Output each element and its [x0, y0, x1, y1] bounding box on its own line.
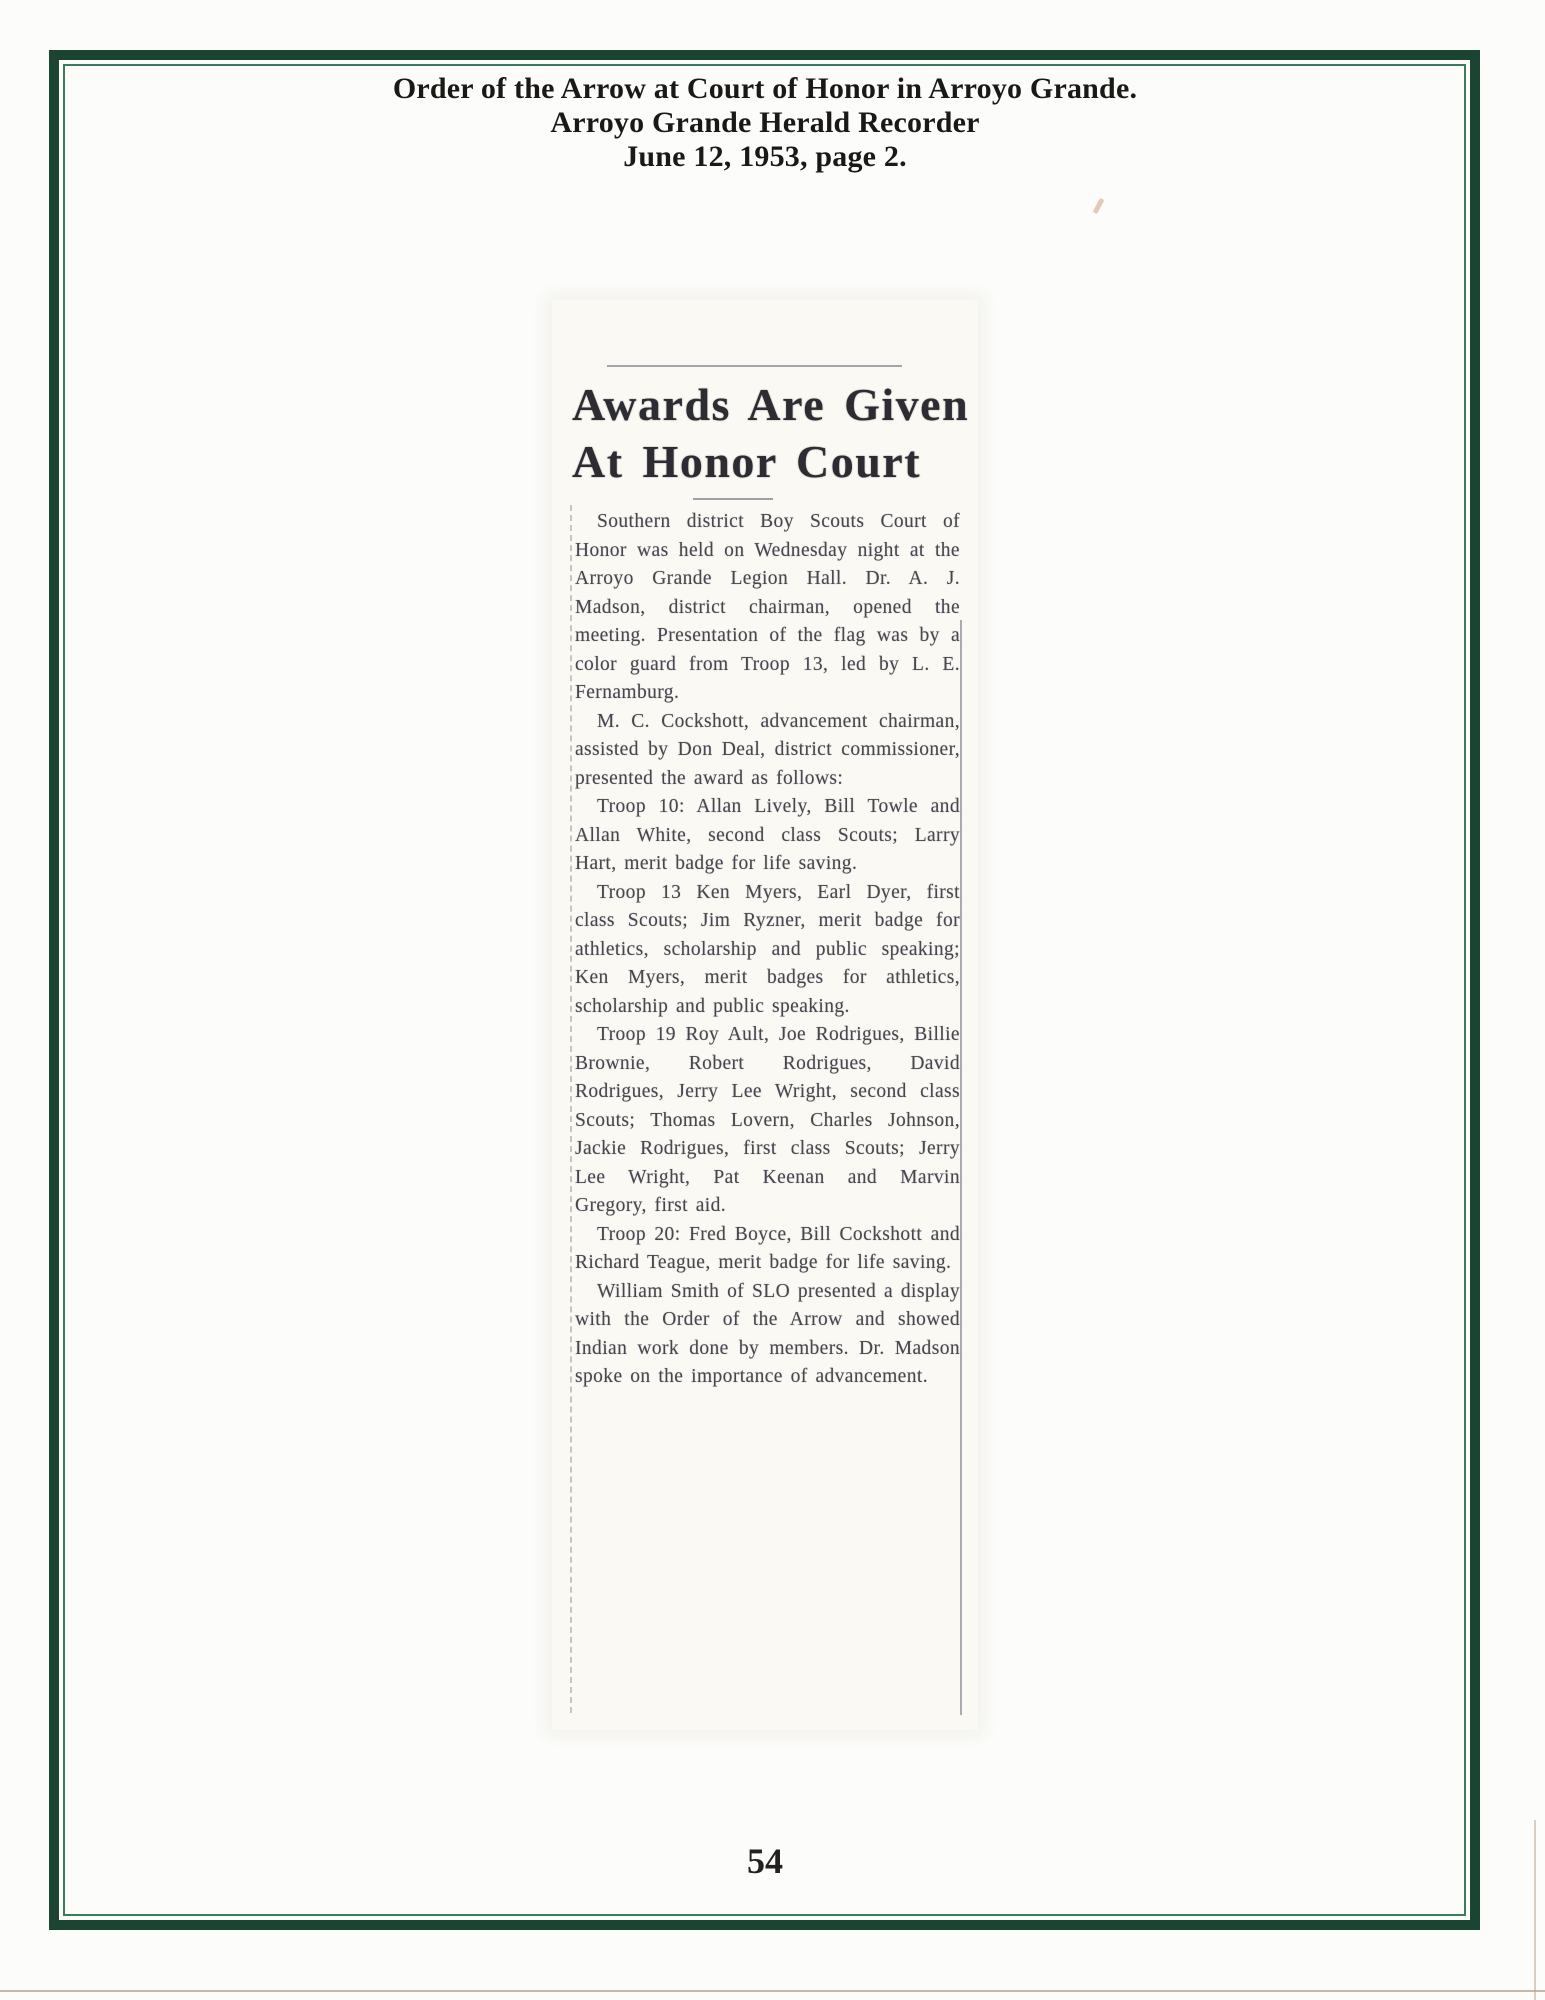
article-body — [575, 508, 960, 1392]
headline-line-2: At Honor Court — [572, 436, 922, 487]
article-paragraph: Troop 13 Ken Myers, Earl Dyer, first class Scouts; Jim Ryzner, merit badge for athletics, scholarship and public speaking; Ken Myers, merit badges for athletics, scholarship and public speaking. — [575, 881, 960, 1017]
column-rule-left — [570, 505, 572, 1713]
article-paragraph: Troop 10: Allan Lively, Bill Towle and Allan White, second class Scouts; Larry Hart, merit badge for life saving. — [575, 796, 960, 874]
column-rule-right — [960, 620, 962, 1715]
scan-edge-right — [1534, 1820, 1536, 2000]
typed-caption — [60, 72, 1470, 174]
article-paragraph: Troop 20: Fred Boyce, Bill Cockshott and Richard Teague, merit badge for life saving. — [575, 1223, 960, 1273]
article-paragraph: M. C. Cockshott, advancement chairman, assisted by Don Deal, district commissioner, presented the award as follows: — [575, 710, 960, 789]
article-headline — [572, 376, 970, 490]
page-number: 54 — [747, 1841, 783, 1881]
article-paragraph: William Smith of SLO presented a display with the Order of the Arrow and showed Indian work done by members. Dr. Madson spoke on the importance of advancement. — [575, 1280, 960, 1387]
scan-edge-bottom — [0, 1990, 1545, 1992]
caption-line-3: June 12, 1953, page 2. — [623, 140, 907, 173]
headline-line-1: Awards Are Given — [572, 379, 970, 430]
headline-divider-rule — [693, 498, 773, 500]
caption-line-1: Order of the Arrow at Court of Honor in Arroyo Grande. — [392, 72, 1138, 105]
article-paragraph: Southern district Boy Scouts Court of Honor was held on Wednesday night at the Arroyo Grande Legion Hall. Dr. A. J. Madson, district chairman, opened the meeting. Presentation of the flag was by a color guard from Troop 13, led by L. E. Fernamburg. — [575, 511, 960, 703]
article-paragraph: Troop 19 Roy Ault, Joe Rodrigues, Billie Brownie, Robert Rodrigues, David Rodrigues, Jerry Lee Wright, second class Scouts; Thomas Lovern, Charles Johnson, Jackie Rodrigues, first class Scouts; Jerry Lee Wright, Pat Keenan and Marvin Gregory, first aid. — [575, 1024, 960, 1216]
caption-line-2: Arroyo Grande Herald Recorder — [550, 106, 980, 139]
clipping-top-rule — [607, 365, 902, 367]
